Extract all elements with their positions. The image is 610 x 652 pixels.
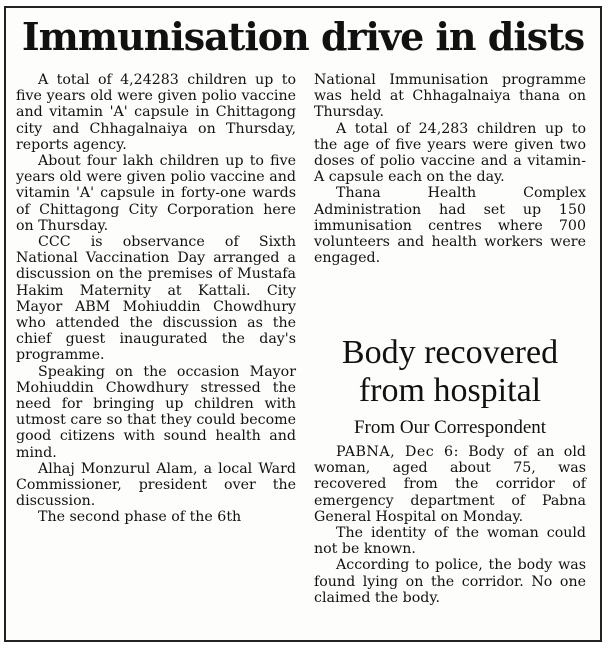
article1-right-column <box>314 72 586 266</box>
article2-paragraph <box>314 444 586 525</box>
article1-paragraph: National Immunisation programme was held at Chhagalnaiya thana on Thursday. <box>314 72 586 121</box>
article2-paragraph: The identity of the woman could not be known. <box>314 525 586 558</box>
article2-paragraph-text: Body of an old woman, aged about 75, was recovered from the corridor of emergency department of Pabna General Hospital on Monday. <box>314 444 586 525</box>
article1-paragraph: Speaking on the occasion Mayor Mohiuddin Chowdhury stressed the need for bringing up children with utmost care so that they could become good citizens with sound health and mind. <box>16 363 296 461</box>
article2-headline: Body recovered from hospital <box>341 334 559 409</box>
article2-byline: From Our Correspondent <box>353 417 547 438</box>
article1-paragraph: About four lakh children up to five years old were given polio vaccine and vitamin 'A' capsule in forty-one wards of Chittagong City Corporation here on Thursday. <box>16 153 296 234</box>
article1-paragraph: The second phase of the 6th <box>38 509 242 526</box>
article2-paragraph: According to police, the body was found lying on the corridor. No one claimed the body. <box>314 557 586 606</box>
article1-paragraph: A total of 4,24283 children up to five years old were given polio vaccine and vitamin 'A' capsule in Chittagong city and Chhagalnaiya on Thursday, reports agency. <box>16 72 296 153</box>
article1-headline: Immunisation drive in dists <box>21 14 585 59</box>
article2-dateline: PABNA, Dec 6: <box>336 444 459 460</box>
article2-body <box>314 444 586 606</box>
article1-paragraph: Alhaj Monzurul Alam, a local Ward Commissioner, president over the discussion. <box>16 460 296 510</box>
article1-paragraph: Thana Health Complex Administration had set up 150 immunisation centres where 700 volunteers and health workers were engaged. <box>314 185 586 267</box>
newspaper-clipping <box>4 6 602 642</box>
article1-paragraph: A total of 24,283 children up to the age of five years were given two doses of polio vaccine and a vitamin-A capsule each on the day. <box>314 120 586 186</box>
article1-left-column <box>16 72 296 526</box>
article1-paragraph: CCC is observance of Sixth National Vaccination Day arranged a discussion on the premises of Mustafa Hakim Maternity at Kattali. City Mayor ABM Mohiuddin Chowdhury who attended the discussion as the chief guest inaugurated the day's programme. <box>16 234 296 364</box>
